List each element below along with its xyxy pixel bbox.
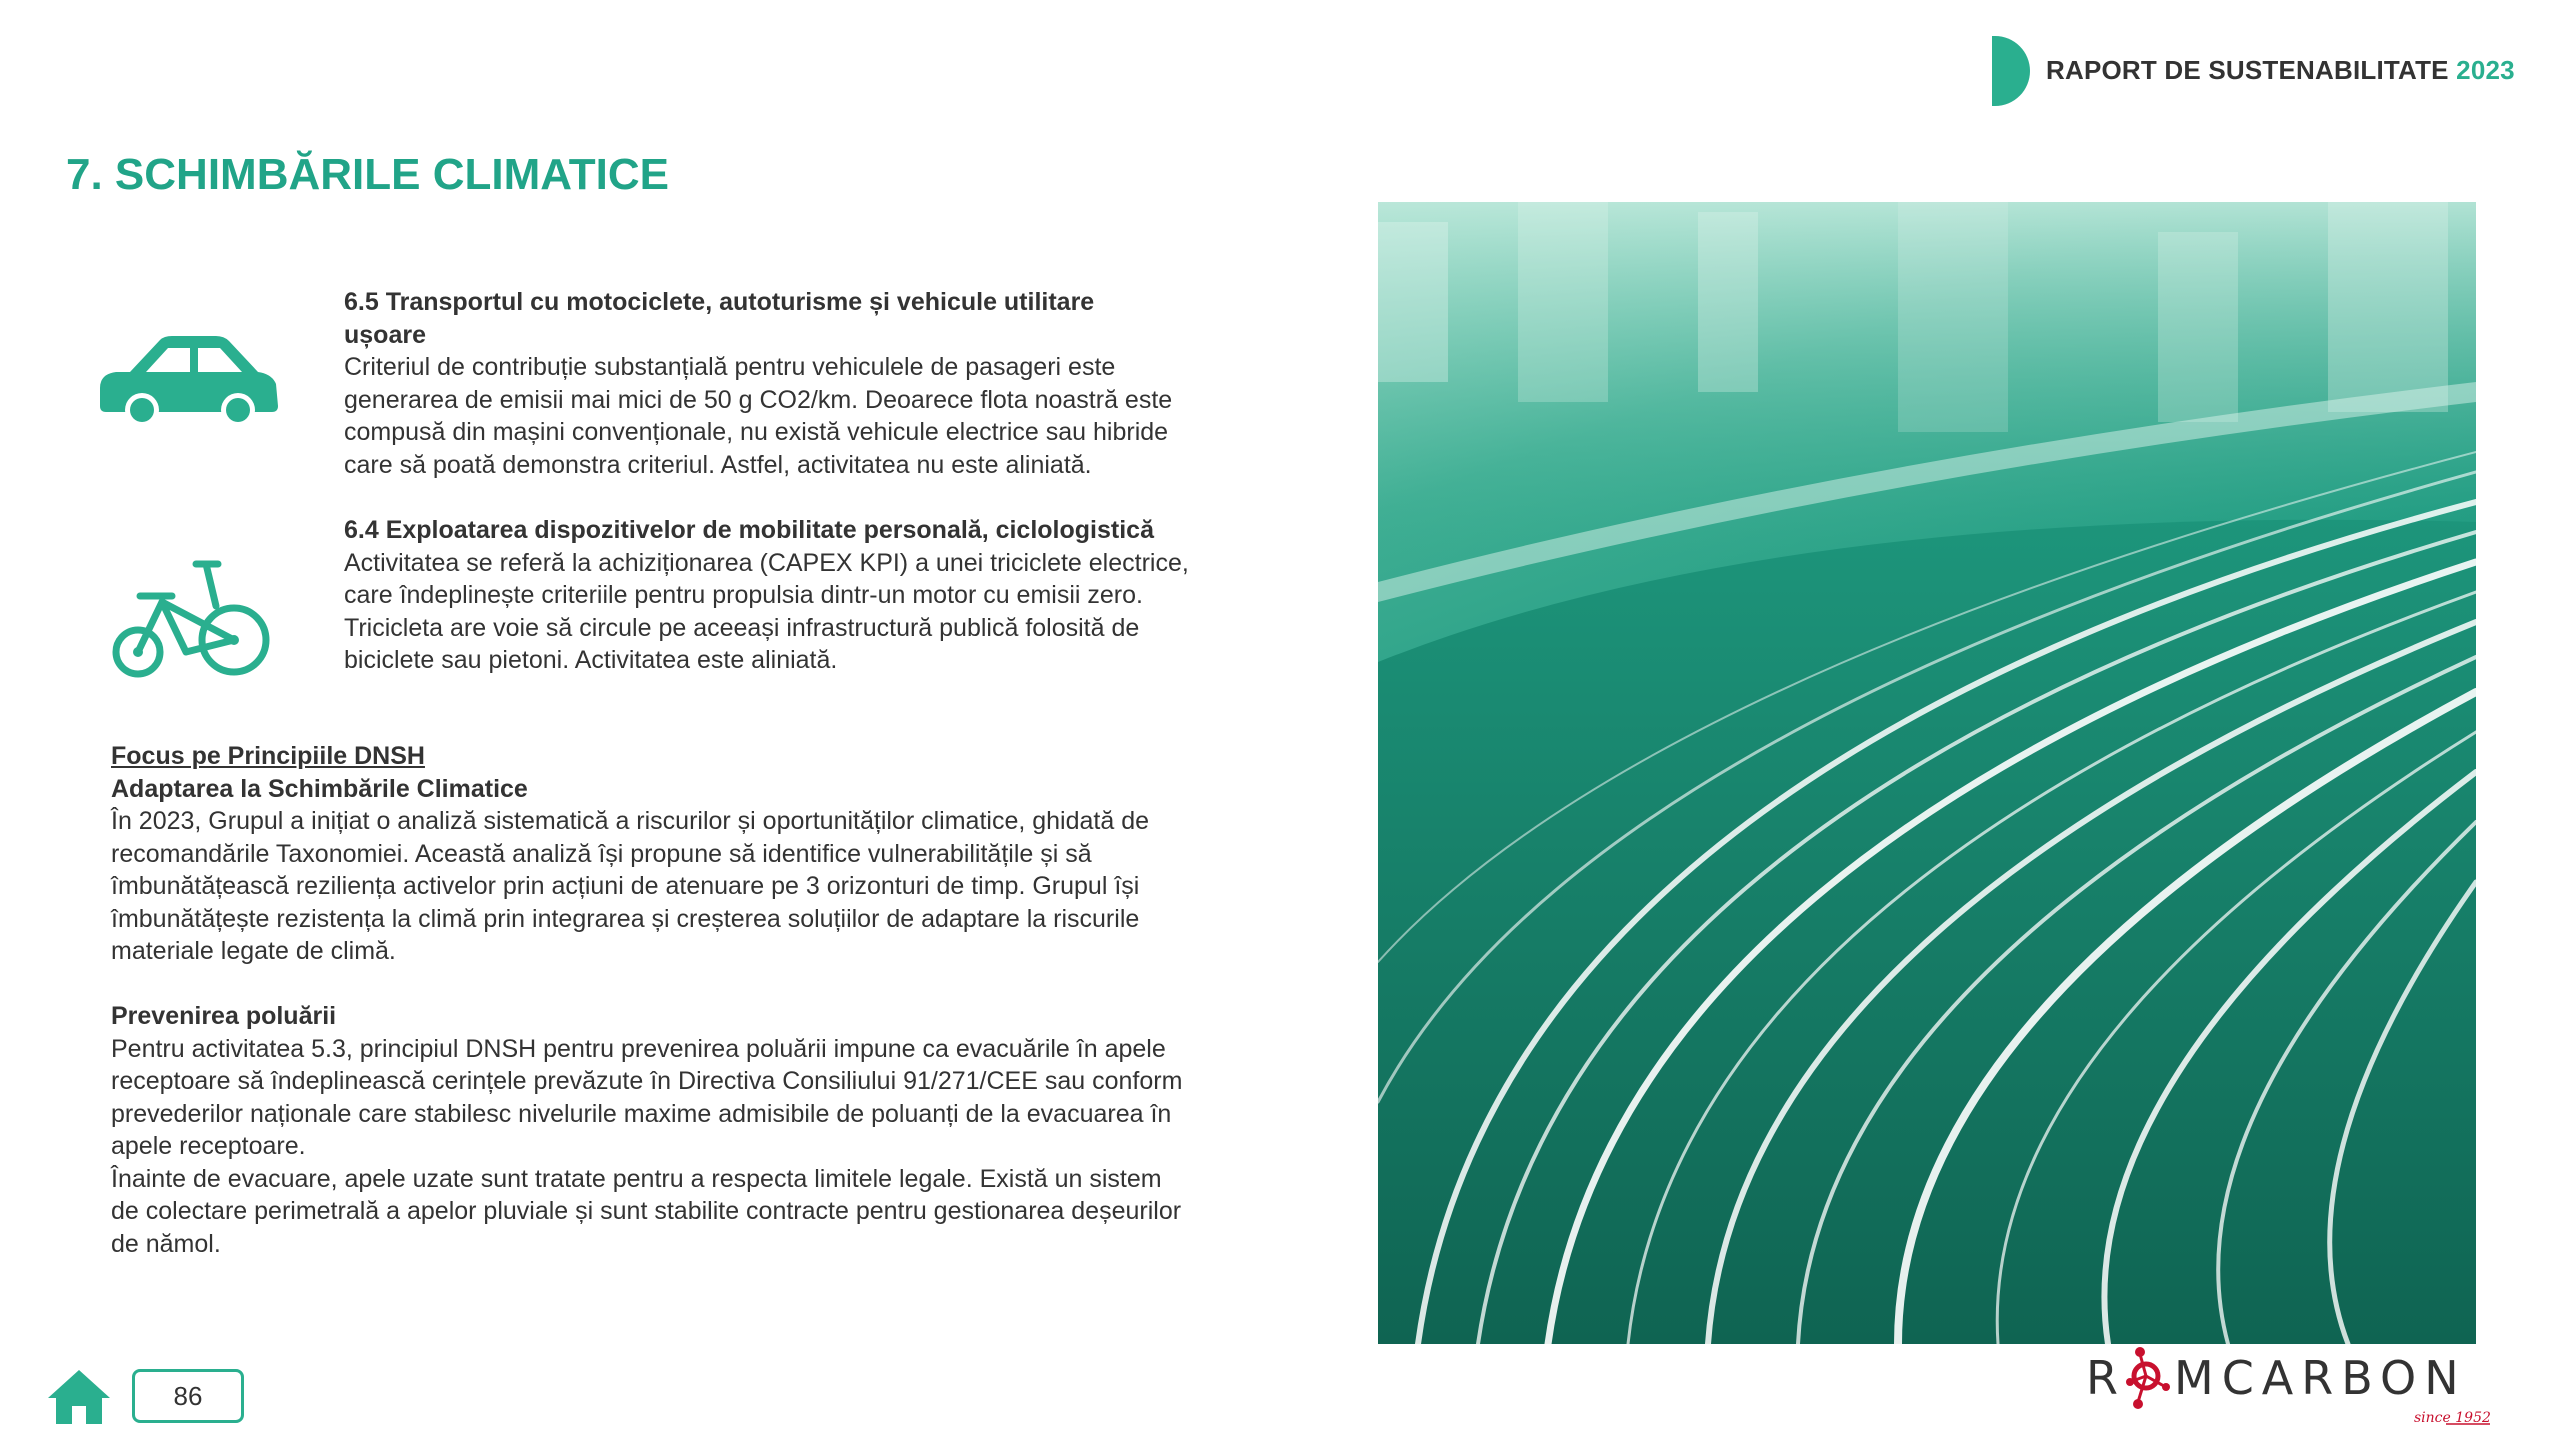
- text-line: de nămol.: [111, 1229, 221, 1258]
- text-line: generarea de emisii mai mici de 50 g CO2/km. Deoarece flota noastră este: [344, 385, 1173, 414]
- romcarbon-logo: [2086, 1342, 2496, 1432]
- text-line: biciclete sau pietoni. Activitatea este aliniată.: [344, 646, 838, 674]
- text-line: care îndeplinește criteriile pentru propulsia dintr-un motor cu emisii zero.: [344, 581, 1143, 609]
- text-line: Activitatea se referă la achiziționarea (CAPEX KPI) a unei triciclete electrice,: [344, 548, 1189, 577]
- spacer: [111, 968, 1341, 1001]
- adaptation-heading: Adaptarea la Schimbările Climatice: [111, 774, 528, 803]
- text-line: îmbunătățește rezistența la climă prin integrarea și creșterea soluțiilor de adaptare la riscurile: [111, 904, 1140, 933]
- section-mobility-heading: 6.4 Exploatarea dispozitivelor de mobilitate personală, ciclologistică: [344, 516, 1154, 544]
- text-line: Pentru activitatea 5.3, principiul DNSH pentru prevenirea poluării impune ca evacuările în apele: [111, 1034, 1166, 1063]
- page-number-label: 86: [173, 1380, 203, 1411]
- section-transport-heading-1: 6.5 Transportul cu motociclete, autoturisme și vehicule utilitare: [344, 288, 1095, 316]
- section-dnsh: [111, 740, 1341, 1260]
- section-transport-heading-2: ușoare: [344, 320, 426, 349]
- tricycle-icon: [110, 556, 270, 682]
- text-line: de colectare perimetrală a apelor pluviale și sunt stabilite contracte pentru gestionarea deșeurilor: [111, 1197, 1182, 1225]
- svg-text:MCARBON: MCARBON: [2174, 1351, 2467, 1405]
- text-line: În 2023, Grupul a inițiat o analiză sistematică a riscurilor și oportunităților climatice, ghidată de: [111, 807, 1150, 835]
- text-line: îmbunătățească reziliența activelor prin acțiuni de atenuare pe 3 orizonturi de timp. Grupul își: [111, 872, 1140, 900]
- home-button[interactable]: [46, 1366, 112, 1426]
- car-icon: [98, 336, 280, 428]
- text-line: care să poată demonstra criteriul. Astfel, activitatea nu este aliniată.: [344, 450, 1092, 479]
- section-mobility: [344, 514, 1304, 677]
- svg-text:since 1952: since 1952: [2414, 1410, 2491, 1426]
- focus-title: Focus pe Principiile DNSH: [111, 742, 425, 770]
- text-line: recomandările Taxonomiei. Această analiză își propune să identifice vulnerabilitățile și să: [111, 839, 1092, 868]
- home-icon: [46, 1366, 112, 1426]
- pollution-heading: Prevenirea poluării: [111, 1002, 337, 1030]
- road-light-trails-photo: [1378, 202, 2476, 1344]
- section-transport: [344, 286, 1304, 481]
- page-title: 7. SCHIMBĂRILE CLIMATICE: [66, 150, 669, 199]
- text-line: Tricicleta are voie să circule pe aceeași infrastructură publică folosită de: [344, 613, 1140, 642]
- header-accent-mark: [1992, 36, 2030, 106]
- report-title: RAPORT DE SUSTENABILITATE: [2046, 55, 2449, 85]
- text-line: apele receptoare.: [111, 1132, 306, 1160]
- text-line: Criteriul de contribuție substanțială pentru vehiculele de pasageri este: [344, 353, 1116, 381]
- svg-text:R: R: [2086, 1351, 2126, 1405]
- report-year: 2023: [2456, 55, 2515, 85]
- text-line: materiale legate de climă.: [111, 937, 396, 965]
- text-line: compusă din mașini convenționale, nu există vehicule electrice sau hibride: [344, 418, 1169, 446]
- text-line: Înainte de evacuare, apele uzate sunt tratate pentru a respecta limitele legale. Există un sistem: [111, 1164, 1162, 1193]
- text-line: prevederilor naționale care stabilesc nivelurile maxime admisibile de poluanți de la evacuarea în: [111, 1099, 1172, 1128]
- report-header: [2046, 55, 2515, 86]
- page-number: [132, 1369, 244, 1423]
- text-line: receptoare să îndeplinească cerințele prevăzute în Directiva Consiliului 91/271/CEE sau conform: [111, 1067, 1183, 1095]
